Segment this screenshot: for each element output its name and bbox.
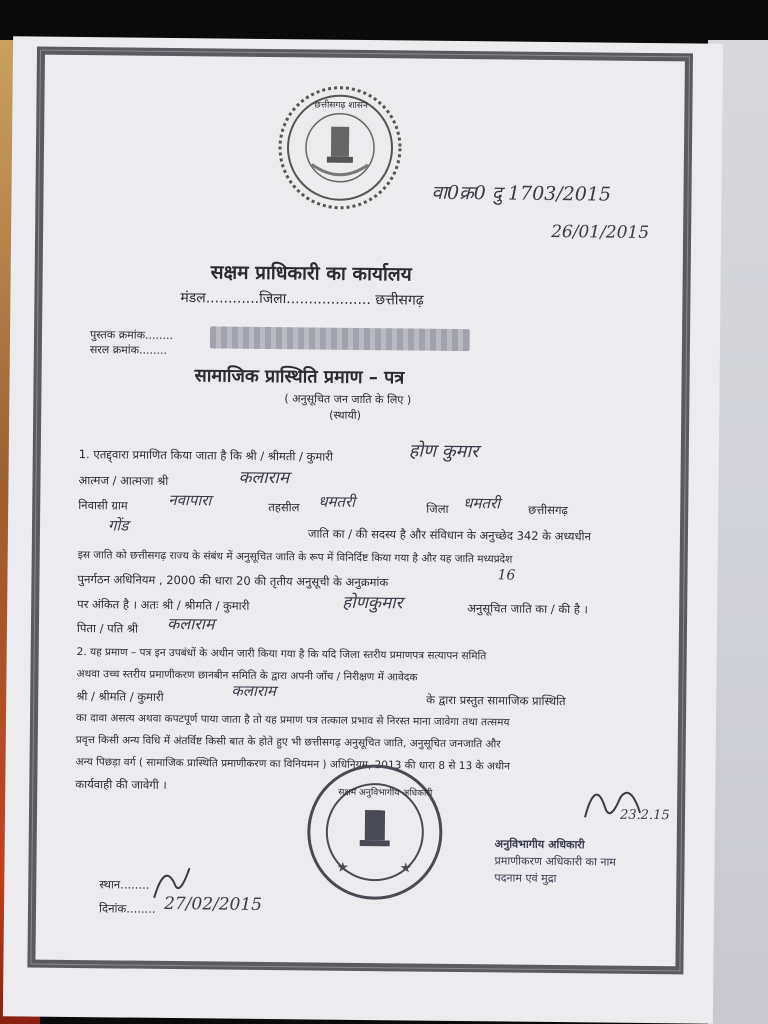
issue-date: 27/02/2015 (163, 893, 263, 915)
para2-line5: प्रवृत्त किसी अन्य विधि में अंतर्विष्ट किसी बात के होते हुए भी छत्तीसगढ़ अनुसूचित जाति, अनुसूचित जनजाति और (75, 734, 501, 751)
para1-line7b: अनुसूचित जाति का / की है । (467, 601, 588, 617)
officer-designation-label: पदनाम एवं मुद्रा (494, 871, 557, 886)
para2-line2: अथवा उच्च स्तरीय प्रमाणीकरण छानबीन समिति के द्वारा अपनी जाँच / निरीक्षण में आवेदक (76, 668, 418, 684)
rubber-stamp-mark (210, 326, 470, 351)
caste-name: गोंड (107, 516, 129, 535)
official-seal-icon (304, 761, 445, 902)
para1-line7: पर अंकित है । अतः श्री / श्रीमति / कुमारी (77, 597, 250, 613)
officer-name-label: प्रमाणीकरण अधिकारी का नाम (494, 854, 616, 869)
para1-line2: आत्मज / आत्मजा श्री (78, 473, 169, 488)
certificate-permanent: (स्थायी) (329, 408, 362, 422)
candidate-name: होण कुमार (408, 440, 479, 463)
schedule-serial: 16 (497, 567, 516, 584)
office-title: सक्षम प्राधिकारी का कार्यालय (210, 261, 412, 286)
father-name-2: कलाराम (166, 613, 215, 634)
place-signature-icon (144, 858, 195, 909)
certificate-paper (3, 36, 723, 1023)
father-name: कलाराम (238, 467, 290, 489)
para1-line8: पिता / पति श्री (76, 621, 139, 636)
reference-date: 26/01/2015 (551, 221, 650, 243)
para2-line4: का दावा असत्य अथवा कपटपूर्ण पाया जाता है तो यह प्रमाण पत्र तत्काल प्रभाव से निरस्त माना जावेगा तथा तत्समय (75, 712, 510, 729)
para2-line6: अन्य पिछड़ा वर्ग ( सामाजिक प्रास्थिति प्रमाणीकरण का विनियमन ) अधिनियम, 2013 की धारा 8 से 13 के अधीन (75, 756, 511, 773)
para1-line5: इस जाति को छत्तीसगढ़ राज्य के संबंध में अनुसूचित जाति के रूप में विनिर्दिष्ट किया गया है और यह जाति मध्यप्रदेश (77, 549, 513, 566)
para1-line4: जाति का / की सदस्य है और संविधान के अनुच्छेद 342 के अध्यधीन (307, 526, 592, 544)
applicant-name: कलाराम (231, 681, 276, 701)
para1-line3: निवासी ग्राम (78, 498, 128, 513)
para2-line3: श्री / श्रीमति / कुमारी (76, 689, 164, 704)
date-label: दिनांक........ (98, 901, 156, 916)
district-label: जिला (426, 501, 449, 516)
place-label: स्थान........ (99, 877, 150, 892)
svg-text:★: ★ (399, 860, 413, 877)
emblem-text: छत्तीसगढ़ शासन (314, 100, 368, 112)
para1-line1: 1. एतद्द्वारा प्रमाणित किया जाता है कि श्री / श्रीमती / कुमारी (78, 447, 333, 464)
svg-text:★: ★ (336, 859, 350, 876)
state-name: छत्तीसगढ़ (528, 502, 569, 518)
candidate-name-2: होणकुमार (342, 592, 403, 614)
officer-title: अनुविभागीय अधिकारी (494, 837, 585, 852)
tehsil-label: तहसील (268, 500, 300, 515)
book-number-label: पुस्तक क्रमांक........ (89, 328, 174, 343)
para1-line6: पुनर्गठन अधिनियम , 2000 की धारा 20 की तृतीय अनुसूची के अनुक्रमांक (77, 572, 389, 590)
para2-line1: 2. यह प्रमाण – पत्र इन उपबंधों के अधीन जारी किया गया है कि यदि जिला स्तरीय प्रमाणपत्र सत्यापन समिति (76, 646, 487, 663)
seal-text: सक्षम अनुविभागीय अधिकारी (338, 787, 433, 799)
certificate-title: सामाजिक प्रास्थिति प्रमाण – पत्र (194, 365, 405, 389)
tehsil-name: धमतरी (318, 492, 356, 511)
mandal-district-line: मंडल............जिला................... छत्तीसगढ़ (180, 290, 424, 309)
serial-number-label: सरल क्रमांक........ (89, 343, 168, 357)
village-name: नवापारा (168, 490, 212, 510)
reference-number: वा0क्र0 दु 1703/2015 (431, 181, 612, 206)
signature-date: 23.2.15 (619, 807, 670, 824)
district-name: धमतरी (463, 494, 501, 513)
para2-line3b: के द्वारा प्रस्तुत सामाजिक प्रास्थिति (426, 692, 566, 709)
certificate-subtitle: ( अनुसूचित जन जाति के लिए ) (284, 392, 412, 407)
para2-line7: कार्यवाही की जावेगी । (75, 777, 167, 792)
